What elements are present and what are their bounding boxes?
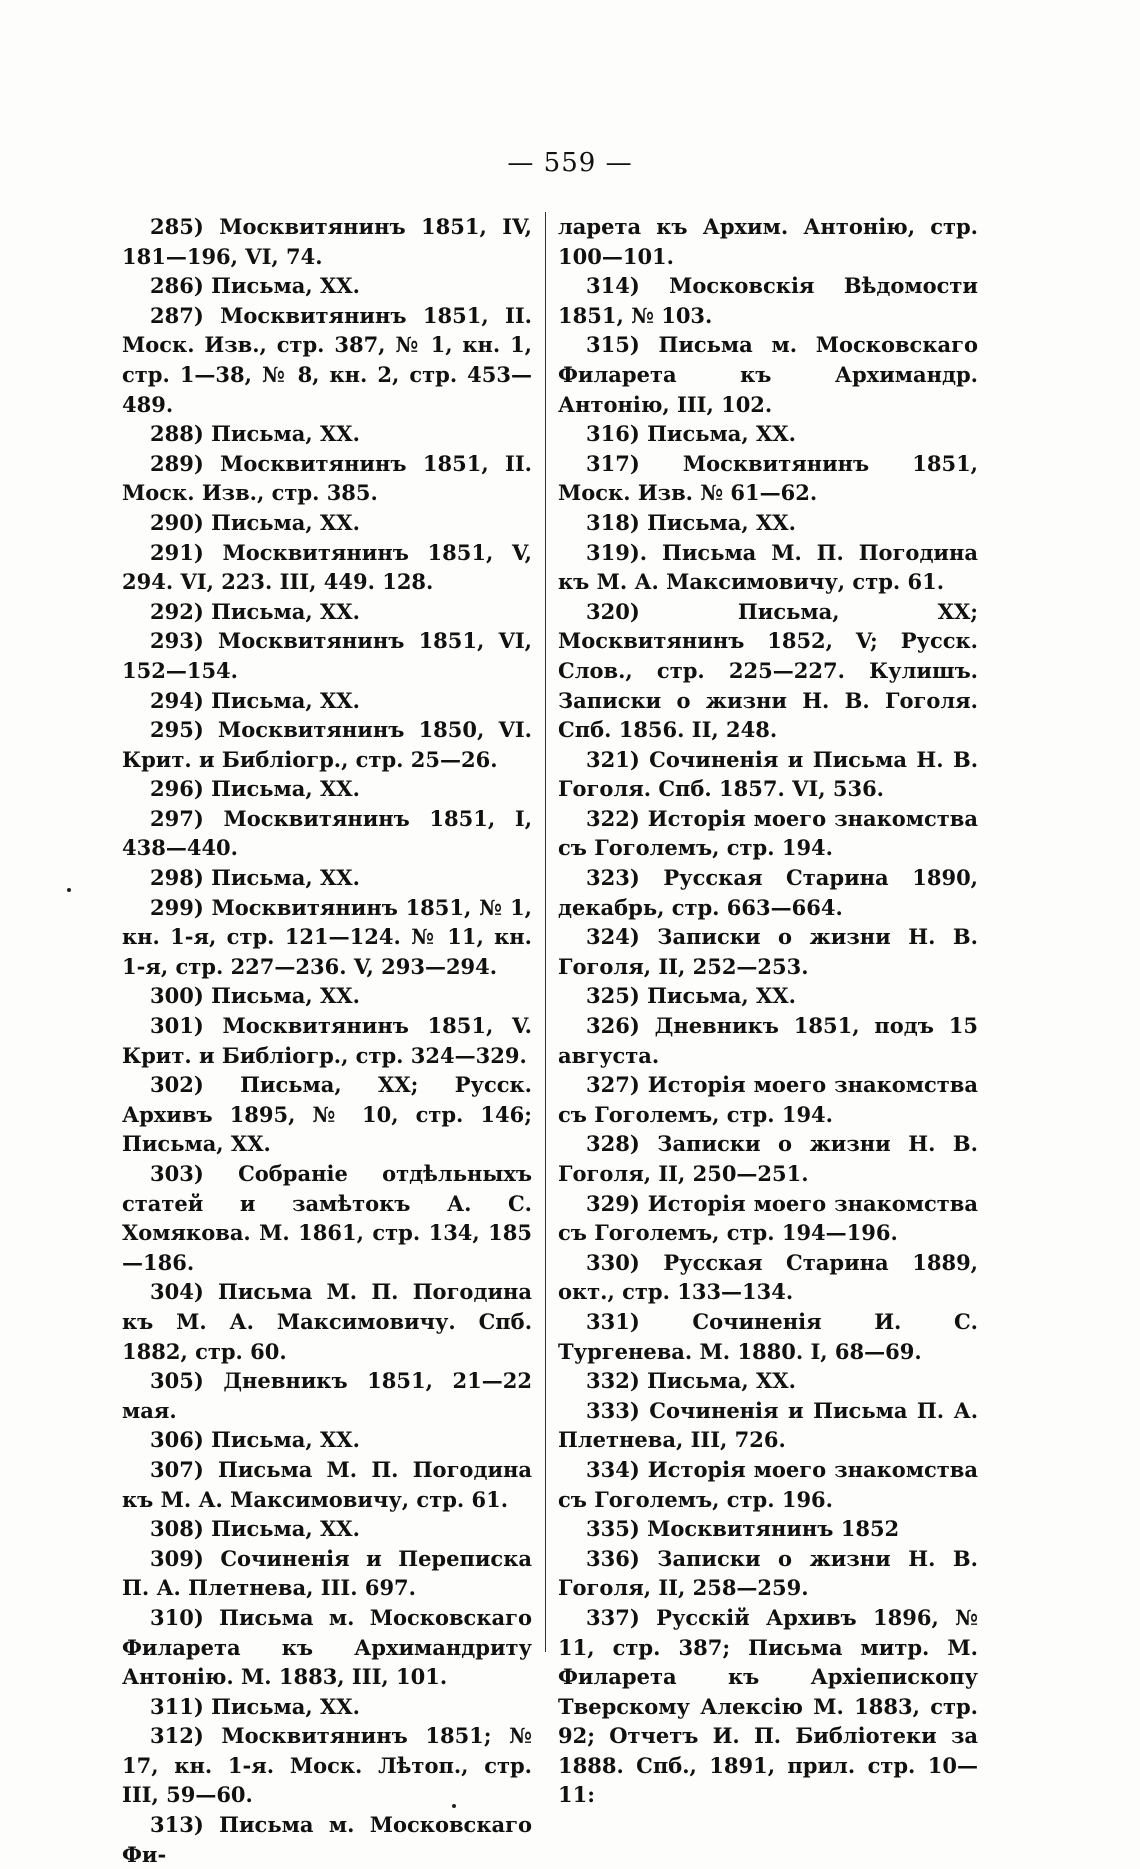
note-entry: 336) Записки о жизни Н. В. Гоголя, II, 258—259. xyxy=(558,1545,978,1601)
note-entry: 323) Русская Старина 1890, декабрь, стр. 663—664. xyxy=(558,865,978,920)
note-entry: 331) Сочиненія И. С. Тургенева. М. 1880. I, 68—69. xyxy=(558,1308,978,1364)
note-entry: 329) Исторія моего знакомства съ Гоголемъ, стр. 194—196. xyxy=(558,1190,978,1246)
note-entry: 315) Письма м. Московскаго Филарета къ Архимандр. Антонію, III, 102. xyxy=(558,332,978,417)
note-entry: 304) Письма М. П. Погодина къ М. А. Максимовичу. Спб. 1882, стр. 60. xyxy=(122,1279,532,1364)
print-speck xyxy=(452,1804,456,1808)
note-entry: 327) Исторія моего знакомства съ Гоголемъ, стр. 194. xyxy=(558,1072,978,1127)
note-entry: 335) Москвитянинъ 1852 xyxy=(586,1516,900,1542)
note-entry: 287) Москвитянинъ 1851, II. Моск. Изв., стр. 387, № 1, кн. 1, стр. 1—38, № 8, кн. 2, стр. 453—489. xyxy=(122,302,532,417)
print-speck xyxy=(67,888,71,892)
note-entry: 307) Письма М. П. Погодина къ М. А. Максимовичу, стр. 61. xyxy=(122,1456,532,1512)
note-entry: 324) Записки о жизни Н. В. Гоголя, II, 252—253. xyxy=(558,924,978,979)
note-entry: 321) Сочиненія и Письма Н. В. Гоголя. Спб. 1857. VI, 536. xyxy=(558,746,978,802)
note-entry: 317) Москвитянинъ 1851, Моск. Изв. № 61—62. xyxy=(558,450,978,506)
column-divider xyxy=(545,212,546,1652)
note-entry: 285) Москвитянинъ 1851, IV, 181—196, VI, 74. xyxy=(122,214,532,269)
note-entry: 334) Исторія моего знакомства съ Гоголемъ, стр. 196. xyxy=(558,1456,978,1512)
note-entry: 294) Письма, XX. xyxy=(150,687,360,713)
note-entry: 333) Сочиненія и Письма П. А. Плетнева, III, 726. xyxy=(558,1397,978,1453)
note-entry: 310) Письма м. Московскаго Филарета къ Архимандриту Антонію. М. 1883, III, 101. xyxy=(122,1604,532,1690)
note-entry: 301) Москвитянинъ 1851, V. Крит. и Библіогр., стр. 324—329. xyxy=(122,1013,532,1068)
note-entry: 309) Сочиненія и Переписка П. А. Плетнева, III. 697. xyxy=(122,1545,532,1601)
note-entry: 299) Москвитянинъ 1851, № 1, кн. 1-я, стр. 121—124. № 11, кн. 1-я, стр. 227—236. V, 293—294. xyxy=(122,894,532,979)
note-entry: 325) Письма, XX. xyxy=(586,983,796,1009)
note-entry: 300) Письма, XX. xyxy=(150,983,360,1009)
note-entry: ларета къ Архим. Антонію, стр. 100—101. xyxy=(558,214,978,269)
note-entry: 298) Письма, XX. xyxy=(150,865,360,891)
note-entry: 328) Записки о жизни Н. В. Гоголя, II, 250—251. xyxy=(558,1131,978,1186)
note-entry: 322) Исторія моего знакомства съ Гоголемъ, стр. 194. xyxy=(558,805,978,861)
note-entry: 320) Письма, XX; Москвитянинъ 1852, V; Русск. Слов., стр. 225—227. Кулишъ. Записки о жизни Н. В. Гоголя. Спб. 1856. II, 248. xyxy=(558,598,978,743)
note-entry: 292) Письма, XX. xyxy=(150,598,360,624)
note-entry: 311) Письма, XX. xyxy=(150,1693,360,1719)
note-entry: 291) Москвитянинъ 1851, V, 294. VI, 223. III, 449. 128. xyxy=(122,539,532,595)
note-entry: 312) Москвитянинъ 1851; № 17, кн. 1-я. Моск. Лѣтоп., стр. III, 59—60. xyxy=(122,1723,532,1808)
note-entry: 296) Письма, XX. xyxy=(150,776,360,802)
note-entry: 302) Письма, XX; Русск. Архивъ 1895, № 10, стр. 146; Письма, XX. xyxy=(122,1072,532,1157)
right-column xyxy=(558,212,978,1810)
left-column xyxy=(122,212,532,1869)
note-entry: 289) Москвитянинъ 1851, II. Моск. Изв., стр. 385. xyxy=(122,450,532,506)
note-entry: 316) Письма, XX. xyxy=(586,421,796,447)
note-entry: 319). Письма М. П. Погодина къ М. А. Максимовичу, стр. 61. xyxy=(558,539,978,595)
note-entry: 330) Русская Старина 1889, окт., стр. 133—134. xyxy=(558,1249,978,1305)
note-entry: 286) Письма, XX. xyxy=(150,273,360,299)
note-entry: 318) Письма, XX. xyxy=(586,509,796,535)
note-entry: 306) Письма, XX. xyxy=(150,1427,360,1453)
page-number: — 559 — xyxy=(507,148,633,178)
note-entry: 305) Дневникъ 1851, 21—22 мая. xyxy=(122,1368,532,1423)
note-entry: 297) Москвитянинъ 1851, I, 438—440. xyxy=(122,805,532,861)
note-entry: 326) Дневникъ 1851, подъ 15 августа. xyxy=(558,1013,978,1068)
note-entry: 313) Письма м. Московскаго Фи- xyxy=(122,1812,532,1867)
note-entry: 314) Московскія Вѣдомости 1851, № 103. xyxy=(558,273,978,328)
note-entry: 288) Письма, XX. xyxy=(150,421,360,447)
note-entry: 332) Письма, XX. xyxy=(586,1368,796,1394)
note-entry: 293) Москвитянинъ 1851, VI, 152—154. xyxy=(122,628,532,683)
note-entry: 290) Письма, XX. xyxy=(150,509,360,535)
note-entry: 295) Москвитянинъ 1850, VI. Крит. и Библіогр., стр. 25—26. xyxy=(122,717,532,772)
note-entry: 308) Письма, XX. xyxy=(150,1516,360,1542)
note-entry: 337) Русскій Архивъ 1896, № 11, стр. 387; Письма митр. М. Филарета къ Архіепископу Тверскому Алексію М. 1883, стр. 92; Отчетъ И. П. Библіотеки за 1888. Спб., 1891, прил. стр. 10—11: xyxy=(558,1604,978,1808)
note-entry: 303) Собраніе отдѣльныхъ статей и замѣтокъ А. С. Хомякова. М. 1861, стр. 134, 185—186. xyxy=(122,1161,532,1275)
